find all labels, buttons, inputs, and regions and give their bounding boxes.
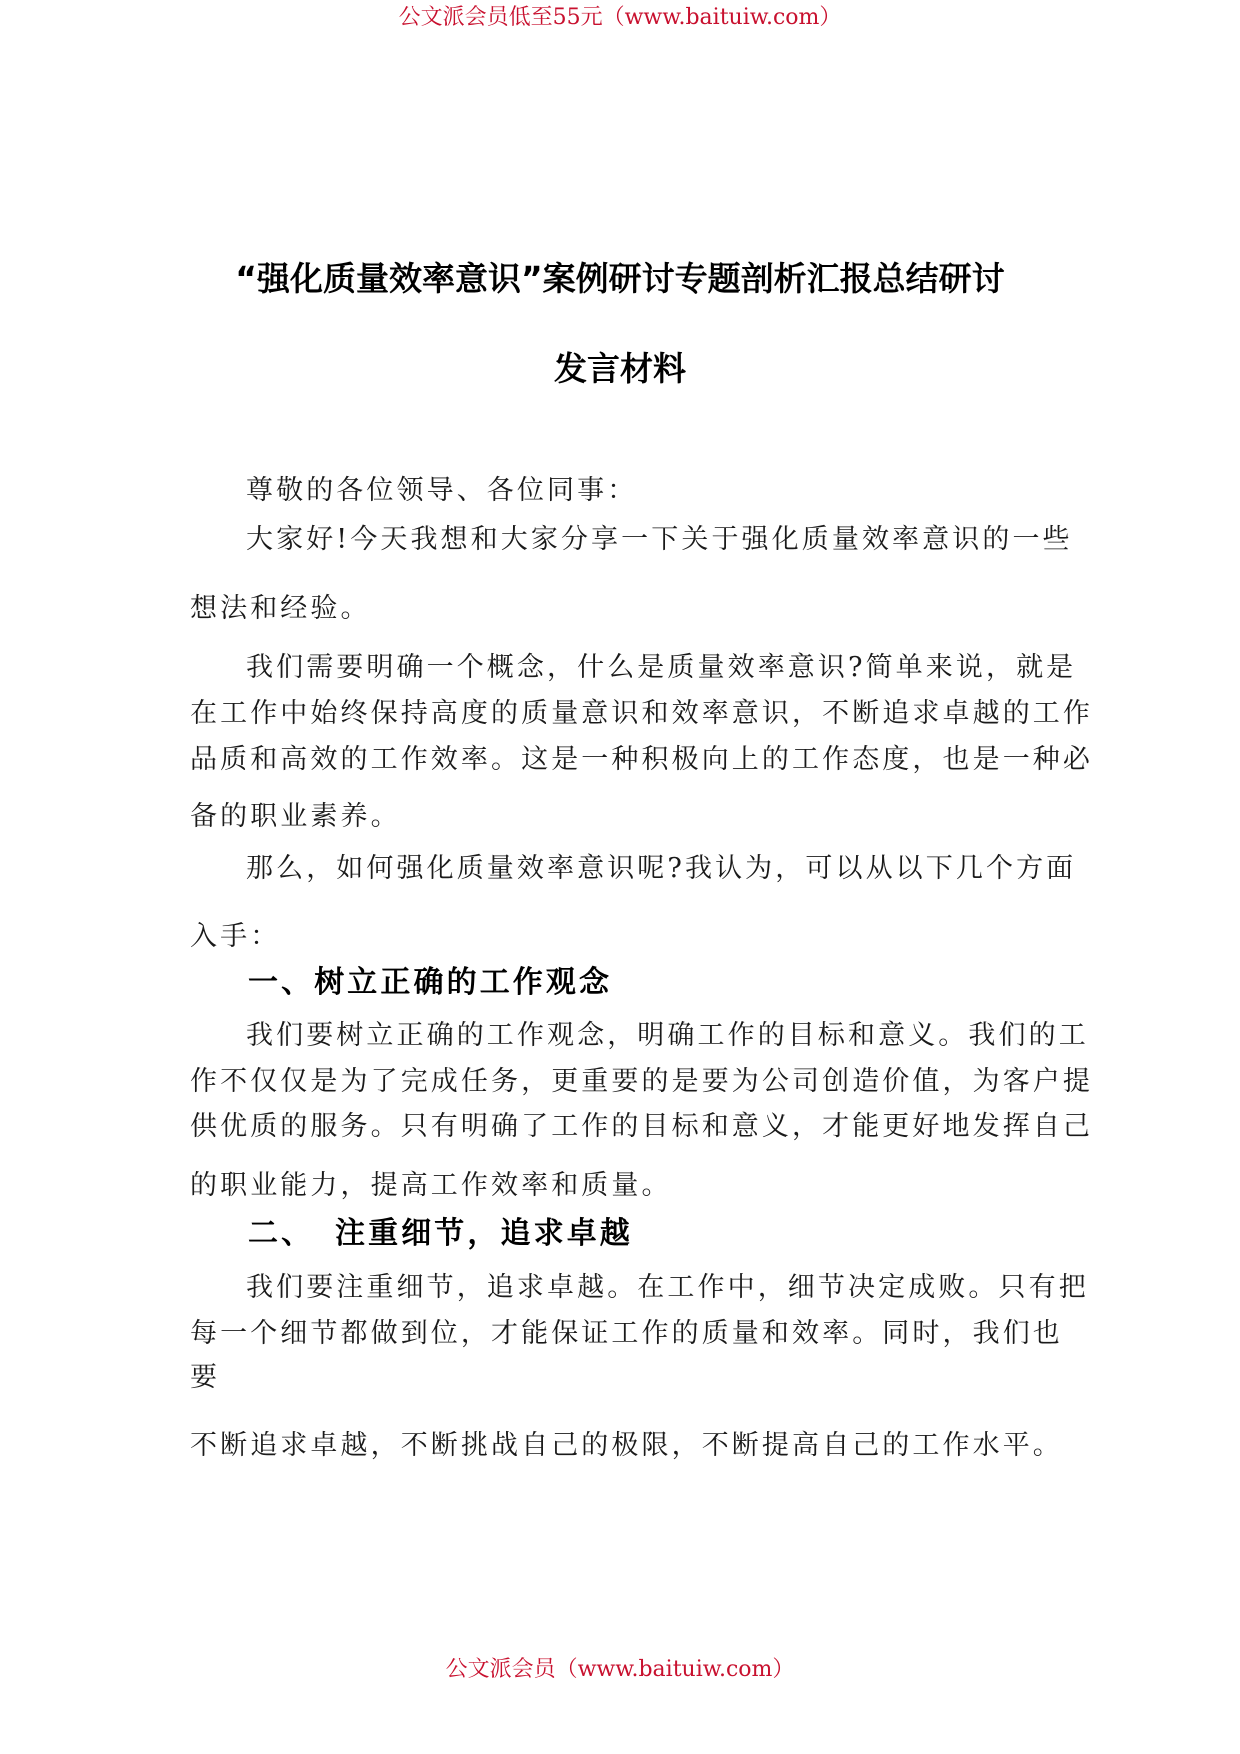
paragraph-line: 我们需要明确一个概念，什么是质量效率意识?简单来说，就是: [246, 652, 1077, 683]
paragraph-line: 要: [190, 1362, 221, 1393]
paragraph-line: 大家好!今天我想和大家分享一下关于强化质量效率意识的一些: [246, 524, 1073, 555]
section-heading-2: 注重细节，追求卓越: [335, 1216, 633, 1251]
document-title: “强化质量效率意识”案例研讨专题剖析汇报总结研讨: [235, 259, 1005, 298]
paragraph-line: 的职业能力，提高工作效率和质量。: [190, 1170, 672, 1201]
paragraph-line: 每一个细节都做到位，才能保证工作的质量和效率。同时，我们也: [190, 1318, 1063, 1349]
watermark-footer[interactable]: 公文派会员（www.baituiw.com）: [445, 1657, 795, 1682]
paragraph-line: 那么，如何强化质量效率意识呢?我认为，可以从以下几个方面: [246, 853, 1077, 884]
paragraph-line: 品质和高效的工作效率。这是一种积极向上的工作态度，也是一种必: [190, 744, 1093, 775]
watermark-header[interactable]: 公文派会员低至55元（www.baituiw.com）: [398, 5, 842, 30]
paragraph-line: 我们要树立正确的工作观念，明确工作的目标和意义。我们的工: [246, 1020, 1089, 1051]
paragraph-line: 在工作中始终保持高度的质量意识和效率意识，不断追求卓越的工作: [190, 698, 1093, 729]
salutation: 尊敬的各位领导、各位同事：: [246, 475, 638, 506]
paragraph-line: 想法和经验。: [190, 593, 371, 624]
document-title-continued: 发言材料: [554, 349, 686, 388]
section-heading-2-number: 二、: [248, 1216, 315, 1251]
paragraph-line: 供优质的服务。只有明确了工作的目标和意义，才能更好地发挥自己: [190, 1111, 1093, 1142]
paragraph-line: 备的职业素养。: [190, 801, 401, 832]
paragraph-line: 不断追求卓越，不断挑战自己的极限，不断提高自己的工作水平。: [190, 1430, 1063, 1461]
paragraph-line: 入手：: [190, 921, 281, 952]
paragraph-line: 我们要注重细节，追求卓越。在工作中，细节决定成败。只有把: [246, 1272, 1089, 1303]
section-heading-1: 一、树立正确的工作观念: [248, 965, 613, 1000]
paragraph-line: 作不仅仅是为了完成任务，更重要的是要为公司创造价值，为客户提: [190, 1066, 1093, 1097]
